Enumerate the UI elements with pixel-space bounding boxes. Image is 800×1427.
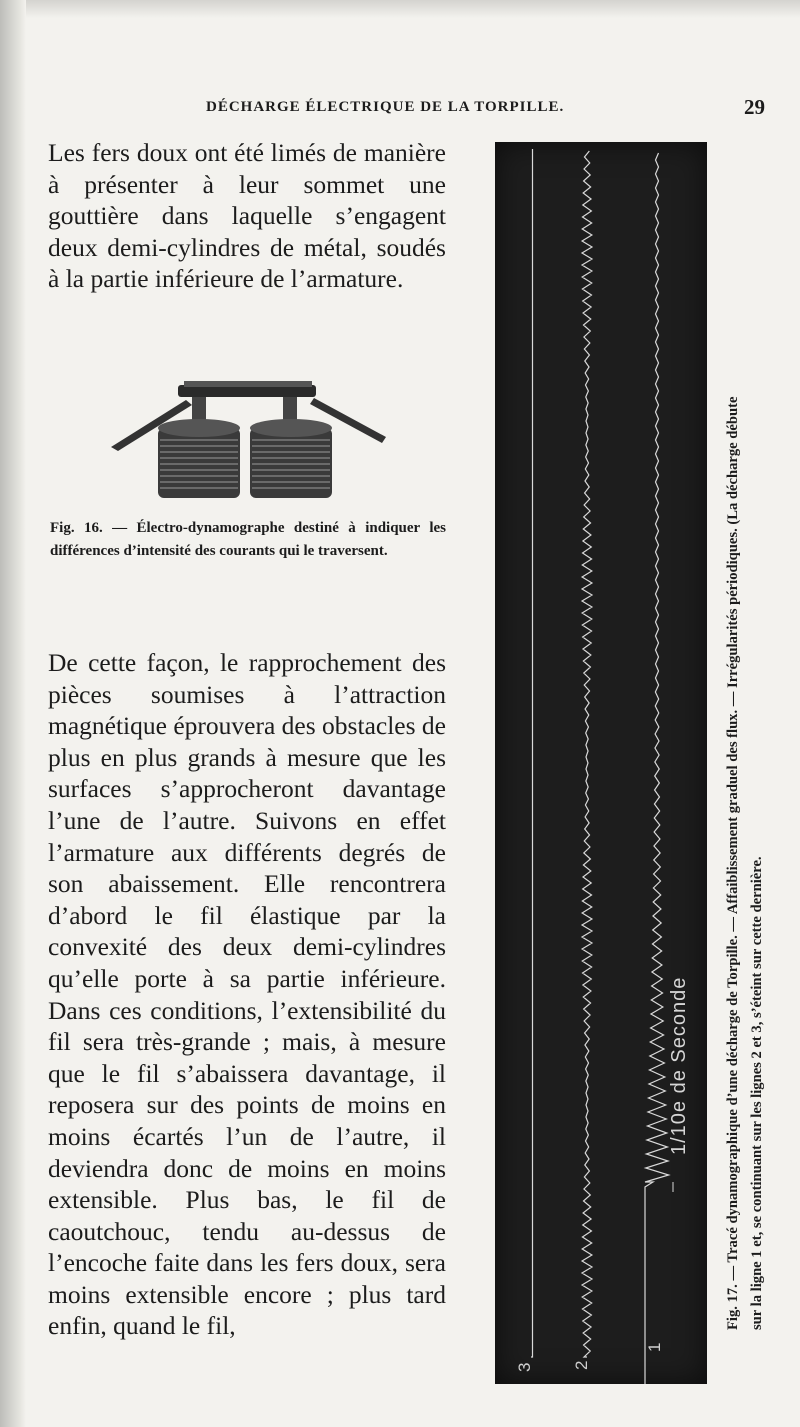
figure-16-electro-dynamograph (106, 380, 396, 502)
time-scale-label: 1/10e de Seconde (668, 976, 690, 1155)
text-block-top (48, 137, 446, 295)
trace-line-label-3: 3 (515, 1362, 534, 1372)
page-edge-top (0, 0, 800, 18)
figure-17-caption (721, 150, 769, 1330)
running-head: DÉCHARGE ÉLECTRIQUE DE LA TORPILLE. (206, 99, 565, 115)
figure-17-caption-line-1: Fig. 17. — Tracé dynamographique d’une décharge de Torpille. — Affaiblissement graduel des flux. — Irrégularités périodiques. (La décharge débute (725, 396, 741, 1330)
page-number: 29 (744, 95, 765, 119)
figure-17-dynamographic-trace-plate (495, 142, 707, 1384)
paragraph-1: Les fers doux ont été limés de manière à présenter à leur sommet une gouttière dans laquelle s’engagent deux demi-cylindres de métal, soudés à la partie inférieure de l’armature. (48, 138, 446, 294)
trace-line-label-2: 2 (572, 1360, 591, 1370)
paragraph-2: De cette façon, le rapprochement des pièces soumises à l’attraction magnétique éprouvera des obstacles de plus en plus grands à mesure que les surfaces s’approcheront davantage l’une de l’autre. Suivons en effet l’armature aux différents degrés de son abaissement. Elle rencontrera d’abord le fil élastique par la convexité des deux demi-cylindres qu’elle porte à sa partie inférieure. Dans ces conditions, l’extensibilité du fil sera très-grande ; mais, à mesure que le fil s’abaissera davantage, il reposera sur des points de moins en moins écartés l’un de l’autre, il deviendra donc de moins en moins extensible. Plus bas, le fil de caoutchouc, tendu au-dessus de l’encoche faite dans les fers doux, sera moins extensible encore ; plus tard enfin, quand le fil, (48, 648, 446, 1341)
trace-line-2 (582, 151, 592, 1357)
trace-line-label-1: 1 (645, 1342, 664, 1352)
trace-line-1 (645, 153, 669, 1384)
figure-16-caption: Fig. 16. — Électro-dynamographe destiné à indiquer les différences d’intensité des courants qui le traversent. (50, 520, 446, 559)
electro-dynamograph-illustration (106, 380, 396, 502)
figure-17-caption-line-2: sur la ligne 1 et, se continuant sur les lignes 2 et 3, s’éteint sur cette dernière. (749, 856, 765, 1330)
page-edge-left (0, 0, 26, 1427)
trace-lines (495, 142, 707, 1384)
trace-line-3 (531, 149, 533, 1357)
text-block-bottom (48, 647, 446, 1342)
